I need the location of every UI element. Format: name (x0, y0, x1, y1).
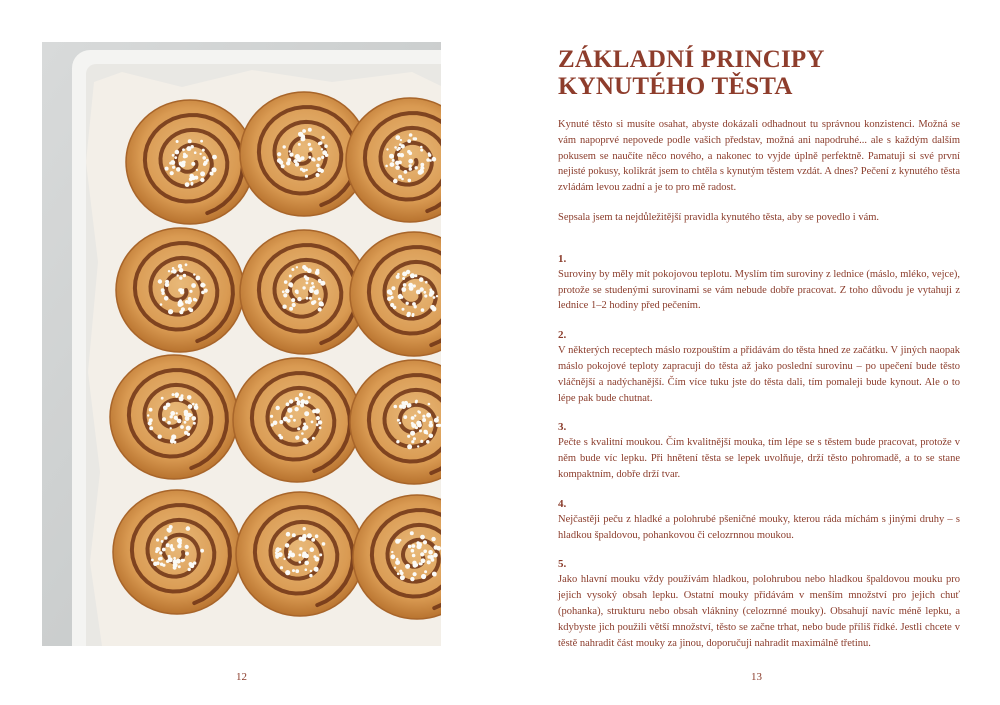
page-number-right: 13 (751, 671, 762, 683)
chapter-title-line-2: KYNUTÉHO TĚSTA (558, 73, 793, 100)
rule-text: Jako hlavní mouku vždy používám hladkou, polohrubou nebo hladkou špaldovou mouku pro jejich vysoký obsah lepku. Ostatní mouky přidávám v menším množství pro jejich chuť (pohanka), strukturu nebo obsah vlákniny (celozrnné mouky). Obsahují navíc méně lepku, a kdybyste jich použili větší množství, těsto se začne trhat, nebo bude příliš řídké. Jestli chcete v těstě nahradit část mouky za jinou, doporučuji nahradit maximálně třetinu. (558, 574, 960, 649)
chapter-title-line-1: ZÁKLADNÍ PRINCIPY (558, 46, 825, 73)
cinnamon-bun (126, 100, 254, 224)
rule-text: Nejčastěji peču z hladké a polohrubé pšeničné mouky, kterou ráda míchám s jinými druhy – s hladkou špaldovou, pohankovou či celozrnnou moukou. (558, 513, 960, 541)
cinnamon-bun (236, 492, 364, 616)
cinnamon-buns-photo (42, 42, 441, 646)
cinnamon-bun (116, 228, 244, 352)
rule-number: 4. (558, 497, 567, 510)
rule-number: 1. (558, 252, 567, 265)
cinnamon-bun (113, 490, 241, 614)
chapter-title (558, 46, 960, 100)
intro-paragraph: Kynuté těsto si musíte osahat, abyste dokázali odhadnout tu správnou konzistenci. Možná se vám napoprvé nepovede podle vašich představ, možná ani napodruhé... ale s každým dalším pokusem se naučíte něco nového, a nakonec to vyjde úplně perfektně. Pamatuji si své první nejisté pokusy, kolikrát jsem to chtěla s kynutým těstem vzdát. A dnes? Pečení z kynutého těsta zvládám levou zadní a je to pro mě radost. (558, 119, 960, 194)
cinnamon-bun (233, 358, 361, 482)
page-number-left: 12 (236, 671, 247, 683)
rule-item (558, 419, 960, 482)
cinnamon-bun (110, 355, 238, 479)
rule-number: 2. (558, 329, 567, 342)
rule-item (558, 251, 960, 314)
rule-text: Suroviny by měly mít pokojovou teplotu. Myslím tím suroviny z lednice (máslo, mléko, vejce), protože se studenými surovinami se vám nebude dobře pracovat. Z toho důvodu je vytahuji z lednice 1–2 hodiny před pečením. (558, 268, 960, 312)
rule-item (558, 556, 960, 651)
rule-text: V některých receptech máslo rozpouštím a přidávám do těsta hned ze začátku. V jiných naopak máslo pokojové teploty zapracuji do těsta až jako poslední surovinu – po upečení bude těsto vláčnější a nadýchanější. Čím více tuku jste do těsta dali, tím pomaleji bude kynout. Ale o to lépe pak bude chutnat. (558, 345, 960, 404)
cinnamon-bun (240, 230, 368, 354)
body-text (558, 117, 960, 651)
rule-item (558, 327, 960, 406)
rule-item (558, 496, 960, 544)
text-column (558, 46, 960, 651)
rule-number: 3. (558, 421, 567, 434)
rule-number: 5. (558, 558, 567, 571)
rule-text: Pečte s kvalitní moukou. Čím kvalitnější mouka, tím lépe se s těstem bude pracovat, protože v něm bude víc lepku. Při hnětení těsta se lepek uvolňuje, drží těsto pohromadě, a to se stane kompaktním, dobře drží tvar. (558, 437, 960, 480)
intro-paragraph: Sepsala jsem ta nejdůležitější pravidla kynutého těsta, aby se povedlo i vám. (558, 211, 880, 223)
